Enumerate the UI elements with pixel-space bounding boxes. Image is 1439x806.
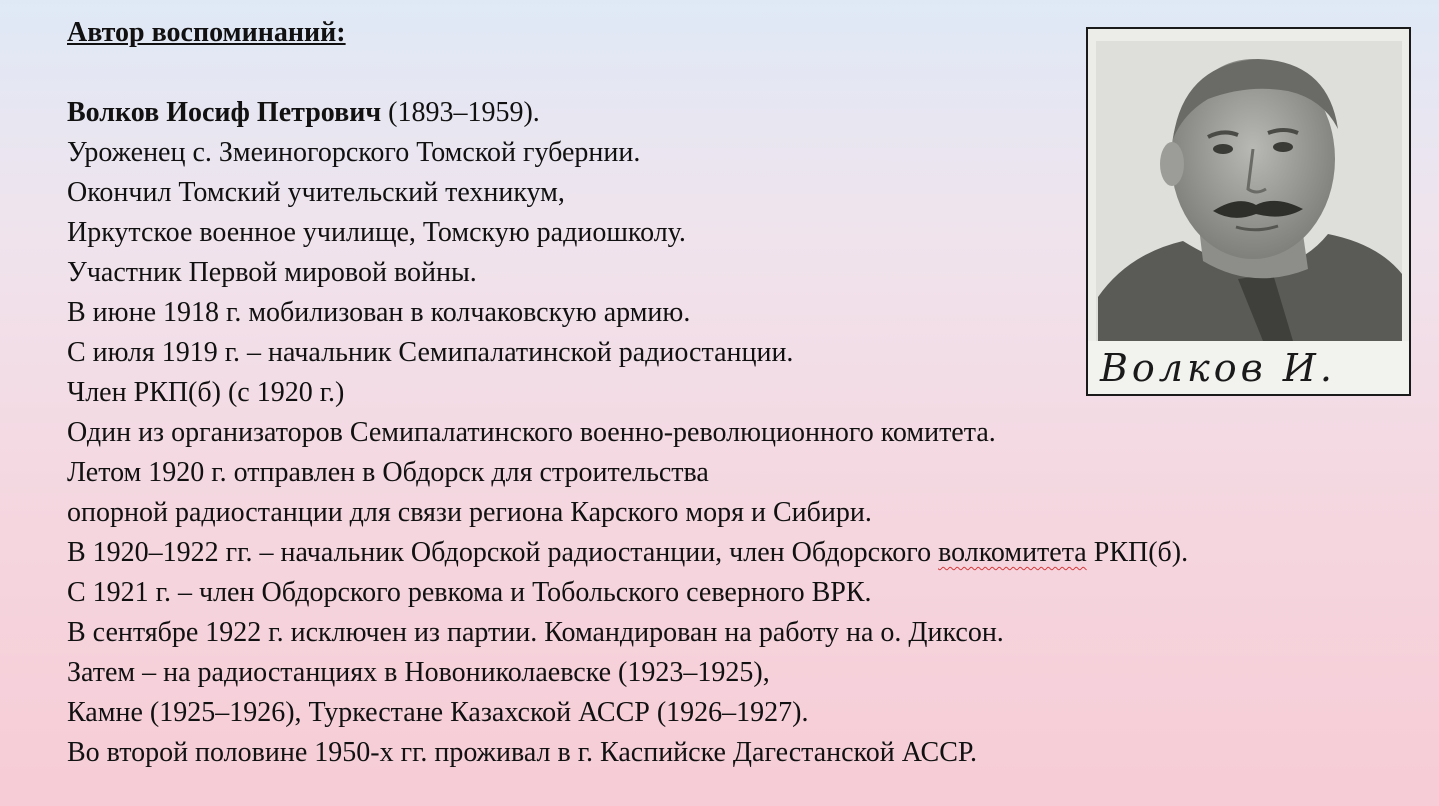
- bio-line: Член РКП(б) (с 1920 г.): [67, 377, 345, 408]
- bio-line-suffix: РКП(б).: [1086, 537, 1189, 568]
- bio-line: Иркутское военное училище, Томскую радиошколу.: [67, 217, 686, 248]
- bio-line: Затем – на радиостанциях в Новониколаевске (1923–1925),: [67, 657, 770, 688]
- bio-line: Участник Первой мировой войны.: [67, 257, 477, 288]
- bio-line: С 1921 г. – член Обдорского ревкома и Тобольского северного ВРК.: [67, 577, 872, 608]
- bio-line: Один из организаторов Семипалатинского военно-революционного комитета.: [67, 417, 996, 448]
- author-years: (1893–1959).: [381, 97, 540, 128]
- bio-line: Летом 1920 г. отправлен в Обдорск для строительства: [67, 457, 709, 488]
- bio-line: Окончил Томский учительский техникум,: [67, 177, 565, 208]
- spellcheck-flagged-word[interactable]: волкомитета: [938, 537, 1087, 568]
- author-name: Волков Иосиф Петрович: [67, 97, 382, 128]
- bio-line: Уроженец с. Змеиногорского Томской губернии.: [67, 137, 641, 168]
- bio-line: опорной радиостанции для связи региона Карского моря и Сибири.: [67, 497, 872, 528]
- bio-line: В сентябре 1922 г. исключен из партии. Командирован на работу на о. Диксон.: [67, 617, 1004, 648]
- section-heading: Автор воспоминаний:: [67, 17, 346, 48]
- bio-line: В июне 1918 г. мобилизован в колчаковскую армию.: [67, 297, 691, 328]
- bio-line: Во второй половине 1950-х гг. проживал в г. Каспийске Дагестанской АССР.: [67, 737, 977, 768]
- portrait-image: [1088, 29, 1409, 394]
- bio-line-1920: [67, 533, 1427, 573]
- bio-line-prefix: В 1920–1922 гг. – начальник Обдорской радиостанции, член Обдорского: [67, 537, 939, 568]
- bio-line: Камне (1925–1926), Туркестане Казахской АССР (1926–1927).: [67, 697, 809, 728]
- portrait-signature: Волков И.: [1100, 346, 1336, 390]
- bio-line: С июля 1919 г. – начальник Семипалатинской радиостанции.: [67, 337, 794, 368]
- portrait-photo: [1086, 27, 1411, 396]
